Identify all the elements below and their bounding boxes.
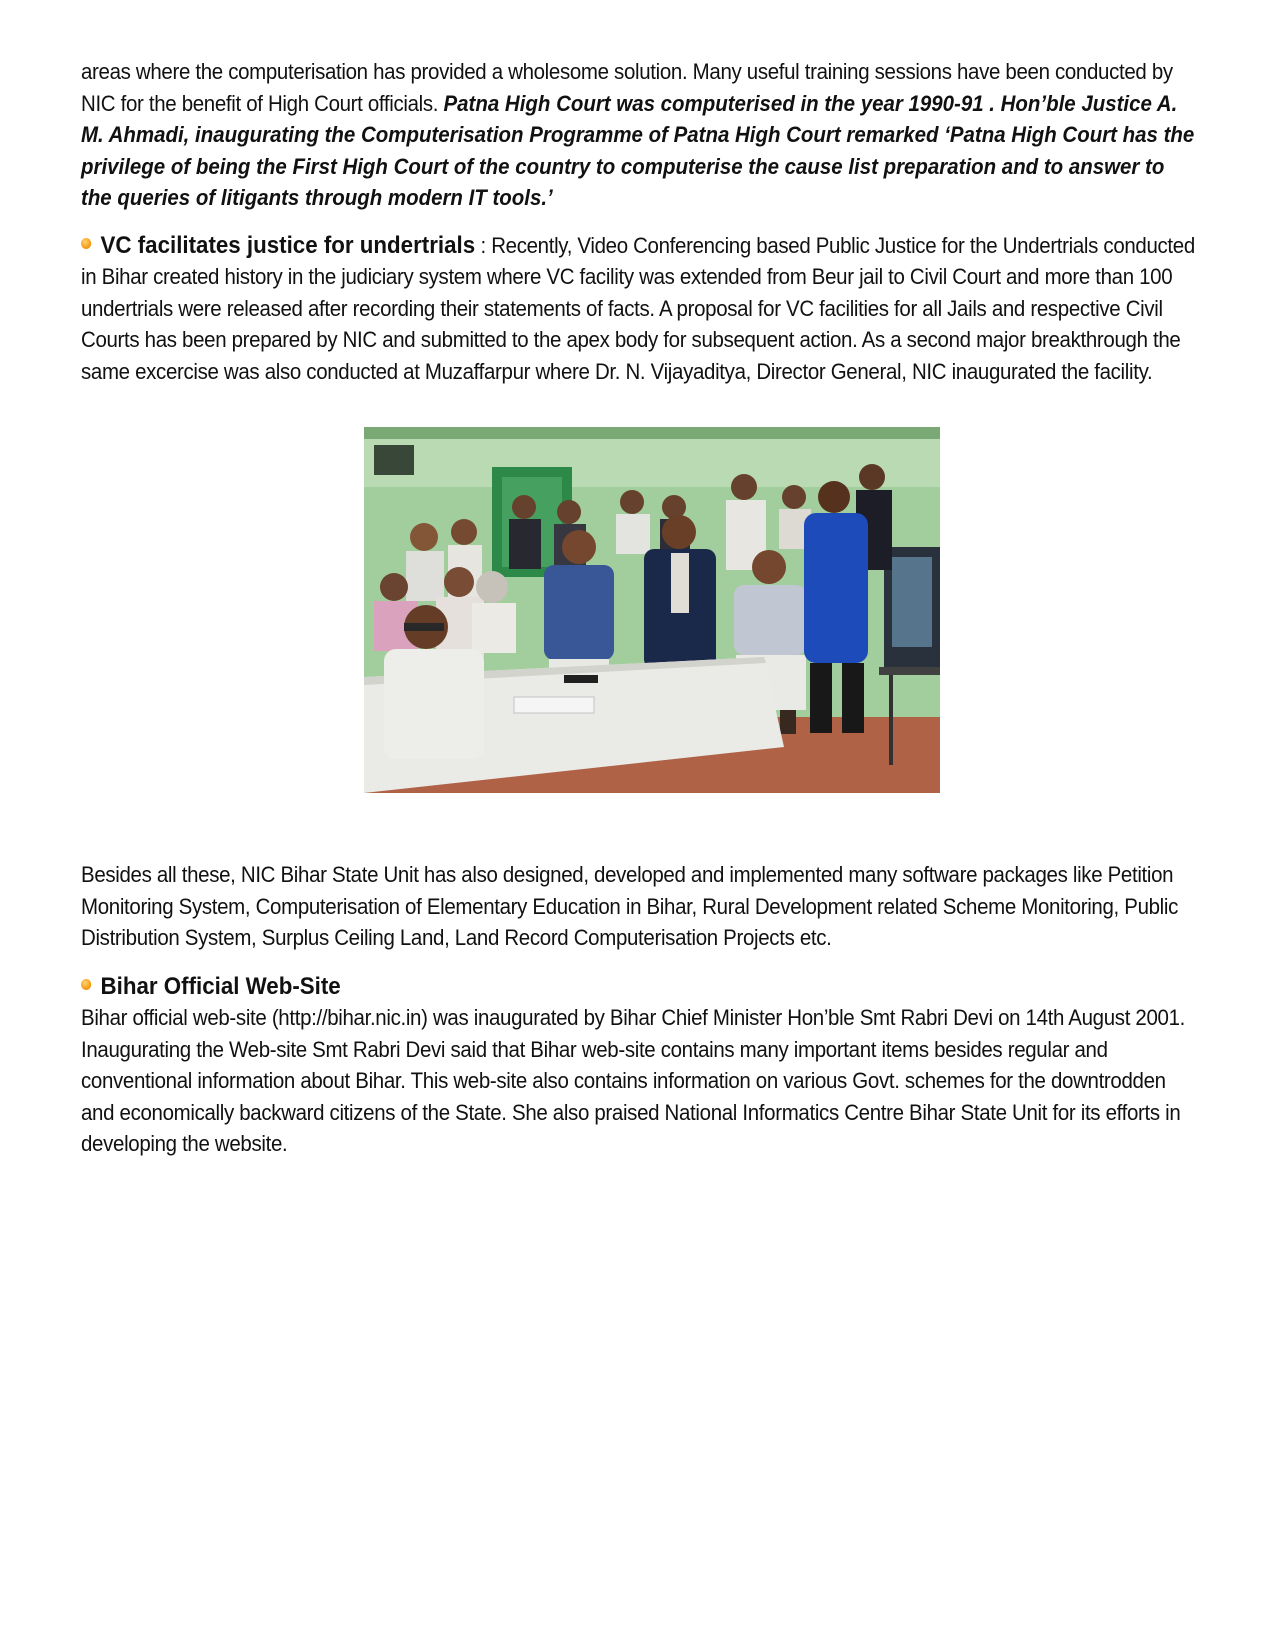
website-heading-line: [81, 971, 1201, 1003]
vc-separator: :: [475, 232, 492, 258]
vc-heading: VC facilitates justice for undertrials: [100, 231, 476, 259]
besides-paragraph: Besides all these, NIC Bihar State Unit has also designed, developed and implemented many software packages like Petition Monitoring System, Computerisation of Elementary Education in Bihar, Rural Development related Scheme Monitoring, Public Distribution System, Surplus Ceiling Land, Land Record Computerisation Projects etc.: [81, 862, 1179, 950]
vc-event-photo: [364, 427, 940, 793]
vc-paragraph: [81, 230, 1201, 388]
document-page: [81, 56, 1201, 1160]
intro-emphasis-text: Patna High Court was computerised in the year 1990-91 . Hon’ble Justice A. M. Ahmadi, inaugurating the Computerisation Programme of Patna High Court remarked ‘Patna High Court has the privilege of being the First High Court of the country to computerise the cause list preparation and to answer to the queries of litigants through modern IT tools.’: [81, 90, 1195, 210]
intro-plain-text: areas where the computerisation has provided a wholesome solution. Many useful training sessions have been conducted by NIC for the benefit of High Court officials.: [81, 59, 1173, 116]
vc-body: Recently, Video Conferencing based Public Justice for the Undertrials conducted in Bihar created history in the judiciary system where VC facility was extended from Beur jail to Civil Court and more than 100 undertrials were released after recording their statements of facts. A proposal for VC facilities for all Jails and respective Civil Courts has been prepared by NIC and submitted to the apex body for subsequent action. As a second major breakthrough the same excercise was also conducted at Muzaffarpur where Dr. N. Vijayaditya, Director General, NIC inaugurated the facility.: [81, 232, 1195, 384]
intro-paragraph: [81, 56, 1201, 214]
bullet-icon: [81, 238, 91, 249]
website-paragraph: Bihar official web-site (http://bihar.nic.in) was inaugurated by Bihar Chief Minister Hon’ble Smt Rabri Devi on 14th August 2001. Inaugurating the Web-site Smt Rabri Devi said that Bihar web-site contains many important items besides regular and conventional information about Bihar. This web-site also contains information on various Govt. schemes for the downtrodden and economically backward citizens of the State. She also praised National Informatics Centre Bihar State Unit for its efforts in developing the website.: [81, 1005, 1185, 1156]
website-heading: Bihar Official Web-Site: [100, 972, 341, 1000]
bullet-icon: [81, 979, 91, 990]
